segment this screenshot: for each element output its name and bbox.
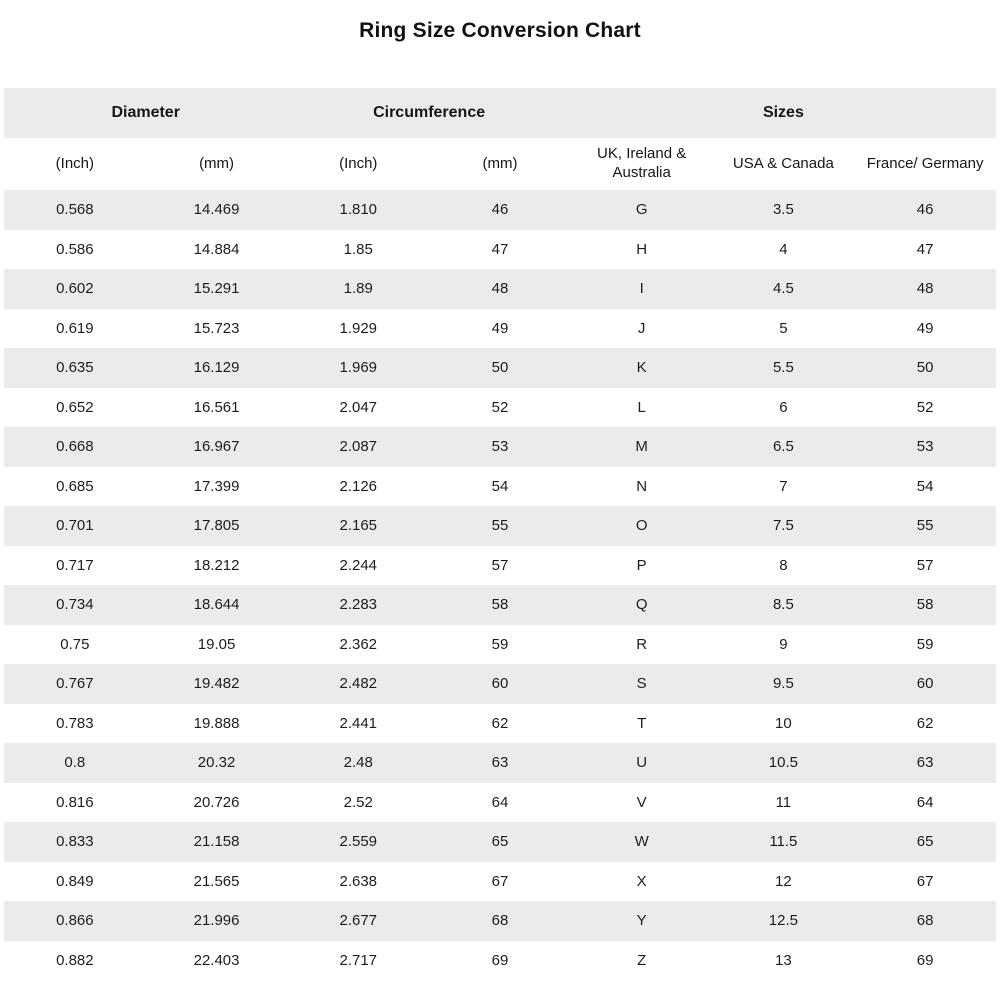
table-row <box>4 901 996 941</box>
table-cell: 2.559 <box>339 833 378 851</box>
table-cell: 54 <box>916 477 934 495</box>
table-cell: 65 <box>916 833 934 851</box>
ring-size-conversion-table <box>4 88 996 980</box>
table-row <box>4 862 996 902</box>
table-row <box>4 190 996 230</box>
table-cell: 6 <box>779 398 788 416</box>
table-cell: 2.482 <box>339 675 378 693</box>
table-cell: 0.568 <box>56 201 94 219</box>
table-row <box>4 664 996 704</box>
page-title: Ring Size Conversion Chart <box>359 19 641 42</box>
table-cell: 0.668 <box>56 438 94 456</box>
column-header-france-germany: France/ Germany <box>854 138 996 190</box>
table-cell: G <box>635 201 648 219</box>
table-cell: 13 <box>775 951 792 969</box>
table-cell: 2.362 <box>339 635 378 653</box>
table-row <box>4 822 996 862</box>
table-cell: 68 <box>491 912 509 930</box>
table-cell: 22.403 <box>193 951 240 969</box>
table-cell: 2.677 <box>339 912 378 930</box>
table-cell: 1.969 <box>339 359 378 377</box>
table-header <box>4 88 996 190</box>
table-cell: 15.723 <box>193 319 240 337</box>
group-header-circumference: Circumference <box>287 88 570 138</box>
table-cell: 2.126 <box>339 477 378 495</box>
column-header-inch: (Inch) <box>4 138 146 190</box>
table-cell: 48 <box>491 280 509 298</box>
table-cell: 53 <box>491 438 509 456</box>
table-row <box>4 506 996 546</box>
table-cell: 8.5 <box>772 596 794 614</box>
table-cell: 52 <box>491 398 509 416</box>
table-cell: 2.165 <box>339 517 378 535</box>
table-row <box>4 783 996 823</box>
table-cell: 9.5 <box>772 675 794 693</box>
table-cell: U <box>636 754 648 772</box>
table-row <box>4 585 996 625</box>
table-cell: 1.85 <box>343 240 373 258</box>
table-cell: 2.638 <box>339 872 378 890</box>
table-cell: L <box>637 398 646 416</box>
sub-header-row <box>4 138 996 190</box>
table-cell: 53 <box>916 438 934 456</box>
table-row <box>4 941 996 981</box>
table-row <box>4 427 996 467</box>
table-cell: 0.783 <box>56 714 94 732</box>
table-row <box>4 546 996 586</box>
table-cell: 19.482 <box>193 675 240 693</box>
table-cell: 0.849 <box>56 872 94 890</box>
table-cell: 0.652 <box>56 398 94 416</box>
table-cell: 63 <box>916 754 934 772</box>
table-cell: 2.52 <box>343 793 373 811</box>
table-cell: 46 <box>491 201 509 219</box>
table-cell: 0.685 <box>56 477 94 495</box>
table-cell: 62 <box>491 714 509 732</box>
table-cell: 57 <box>491 556 509 574</box>
table-cell: 5 <box>779 319 788 337</box>
table-cell: 49 <box>916 319 934 337</box>
table-cell: 3.5 <box>772 201 794 219</box>
table-cell: 2.717 <box>339 951 378 969</box>
table-cell: 2.047 <box>339 398 378 416</box>
table-row <box>4 388 996 428</box>
table-cell: R <box>636 635 648 653</box>
table-cell: 65 <box>491 833 509 851</box>
table-cell: 12.5 <box>768 912 798 930</box>
table-cell: 16.967 <box>193 438 240 456</box>
table-cell: 0.866 <box>56 912 94 930</box>
table-cell: N <box>636 477 648 495</box>
column-header-usa-canada: USA & Canada <box>713 138 855 190</box>
table-cell: 7 <box>779 477 788 495</box>
table-cell: 50 <box>916 359 934 377</box>
table-row <box>4 348 996 388</box>
table-cell: 0.767 <box>56 675 94 693</box>
table-cell: 64 <box>491 793 509 811</box>
table-cell: H <box>636 240 648 258</box>
table-cell: 1.89 <box>343 280 373 298</box>
table-cell: 21.996 <box>193 912 240 930</box>
table-cell: 57 <box>916 556 934 574</box>
table-cell: W <box>634 833 649 851</box>
table-cell: 2.48 <box>343 754 373 772</box>
table-cell: 63 <box>491 754 509 772</box>
table-cell: 11 <box>775 793 792 811</box>
group-header-sizes: Sizes <box>571 88 996 138</box>
table-cell: 48 <box>916 280 934 298</box>
table-cell: J <box>637 319 646 337</box>
table-cell: 47 <box>491 240 509 258</box>
table-cell: 1.810 <box>339 201 378 219</box>
table-cell: 19.05 <box>197 635 236 653</box>
table-row <box>4 230 996 270</box>
table-cell: 17.399 <box>193 477 240 495</box>
group-header-diameter: Diameter <box>4 88 287 138</box>
table-cell: Q <box>635 596 648 614</box>
table-cell: 18.212 <box>193 556 240 574</box>
table-cell: 59 <box>916 635 934 653</box>
table-cell: 64 <box>916 793 934 811</box>
table-cell: 4.5 <box>772 280 794 298</box>
table-cell: 21.565 <box>193 872 240 890</box>
table-cell: 0.8 <box>64 754 86 772</box>
table-cell: 68 <box>916 912 934 930</box>
table-cell: Z <box>637 951 647 969</box>
table-cell: Y <box>636 912 647 930</box>
column-header-inch: (Inch) <box>287 138 429 190</box>
table-cell: 10.5 <box>768 754 798 772</box>
table-cell: 14.469 <box>193 201 240 219</box>
table-cell: 19.888 <box>193 714 240 732</box>
table-cell: 46 <box>916 201 934 219</box>
table-cell: 60 <box>916 675 934 693</box>
table-cell: 62 <box>916 714 934 732</box>
table-cell: 14.884 <box>193 240 240 258</box>
table-cell: 58 <box>491 596 509 614</box>
table-cell: 7.5 <box>772 517 794 535</box>
table-cell: 9 <box>779 635 788 653</box>
table-cell: 8 <box>779 556 788 574</box>
table-cell: 67 <box>916 872 934 890</box>
table-cell: 20.726 <box>193 793 240 811</box>
table-row <box>4 625 996 665</box>
table-cell: 0.701 <box>56 517 94 535</box>
table-cell: 69 <box>916 951 934 969</box>
table-cell: S <box>636 675 647 693</box>
table-cell: 55 <box>491 517 509 535</box>
table-cell: 2.441 <box>339 714 378 732</box>
column-header-uk-ireland-australia: UK, Ireland & Australia <box>571 138 713 190</box>
table-row <box>4 309 996 349</box>
table-cell: 59 <box>491 635 509 653</box>
table-cell: P <box>636 556 647 574</box>
table-cell: 0.635 <box>56 359 94 377</box>
table-cell: 47 <box>916 240 934 258</box>
group-header-row <box>4 88 996 138</box>
table-cell: 0.833 <box>56 833 94 851</box>
table-row <box>4 704 996 744</box>
table-row <box>4 269 996 309</box>
table-cell: 2.244 <box>339 556 378 574</box>
table-cell: 54 <box>491 477 509 495</box>
table-cell: I <box>639 280 644 298</box>
table-cell: 16.129 <box>193 359 240 377</box>
table-cell: 0.734 <box>56 596 94 614</box>
table-cell: 21.158 <box>193 833 240 851</box>
table-cell: 2.087 <box>339 438 378 456</box>
table-cell: 20.32 <box>197 754 236 772</box>
table-cell: 0.586 <box>56 240 94 258</box>
table-cell: M <box>635 438 648 456</box>
table-cell: 5.5 <box>772 359 794 377</box>
table-cell: 0.717 <box>56 556 94 574</box>
table-cell: 4 <box>779 240 788 258</box>
table-cell: K <box>636 359 647 377</box>
table-row <box>4 467 996 507</box>
table-cell: 17.805 <box>193 517 240 535</box>
column-header-mm: (mm) <box>429 138 571 190</box>
table-cell: 69 <box>491 951 509 969</box>
table-cell: 0.816 <box>56 793 94 811</box>
table-cell: V <box>636 793 647 811</box>
table-cell: X <box>636 872 647 890</box>
table-cell: 60 <box>491 675 509 693</box>
table-cell: 58 <box>916 596 934 614</box>
table-cell: T <box>637 714 647 732</box>
table-cell: 6.5 <box>772 438 794 456</box>
table-cell: 50 <box>491 359 509 377</box>
table-cell: 55 <box>916 517 934 535</box>
table-cell: 11.5 <box>769 833 798 851</box>
table-cell: 16.561 <box>193 398 240 416</box>
table-cell: 12 <box>775 872 792 890</box>
table-cell: 67 <box>491 872 509 890</box>
column-header-mm: (mm) <box>146 138 288 190</box>
table-cell: 52 <box>916 398 934 416</box>
table-cell: 18.644 <box>193 596 240 614</box>
table-body <box>4 190 996 980</box>
table-cell: 0.602 <box>56 280 94 298</box>
table-cell: 2.283 <box>339 596 378 614</box>
table-row <box>4 743 996 783</box>
table-cell: 15.291 <box>193 280 240 298</box>
table-cell: 10 <box>775 714 792 732</box>
table-cell: 1.929 <box>339 319 378 337</box>
table-cell: 0.619 <box>56 319 94 337</box>
table-cell: O <box>635 517 648 535</box>
table-cell: 0.75 <box>60 635 90 653</box>
table-cell: 0.882 <box>56 951 94 969</box>
table-cell: 49 <box>491 319 509 337</box>
